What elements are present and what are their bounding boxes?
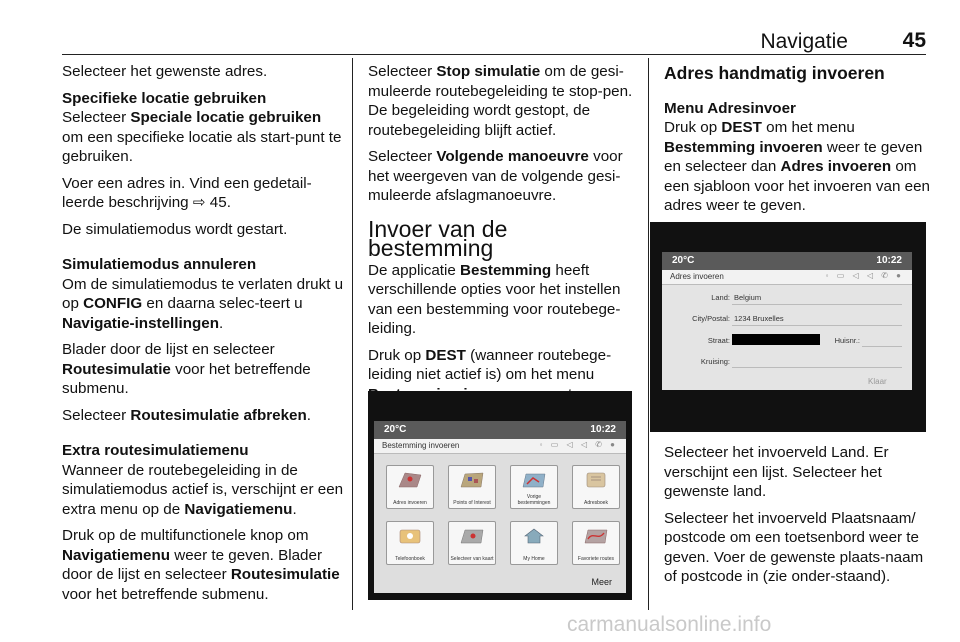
paragraph: Selecteer het invoerveld Land. Er verschijnt een lijst. Selecteer het gewenste land. [664,444,889,500]
tile-adres-invoeren[interactable]: Adres invoeren [386,465,434,509]
house-number-label: Huisnr.: [834,336,860,345]
select-map-icon [459,527,485,545]
sub-heading: Menu Adresinvoer [664,99,796,117]
favorite-routes-icon [583,527,609,545]
more-button[interactable]: Meer [591,577,612,587]
section-heading: Simulatiemodus annuleren [62,256,257,273]
display [374,421,626,593]
house-number-field[interactable] [862,346,902,347]
tile-vorige-bestemmingen[interactable]: Vorige bestemmingen [510,465,558,509]
tile-telefoonboek[interactable]: Telefoonboek [386,521,434,565]
column-right [664,62,934,223]
column-right-lower [664,443,934,594]
history-map-icon [521,471,547,489]
clock: 10:22 [590,424,616,435]
crossing-field[interactable] [732,367,902,368]
temperature: 20°C [384,424,407,435]
page-header [62,24,926,55]
temperature: 20°C [672,255,695,266]
paragraph: Selecteer Stop simulatie om de gesi-muleerde routebegeleiding te stop-pen. De begeleiding wordt gestopt, de routebegeleiding blijft actief. [368,63,633,139]
tile-adresboek[interactable]: Adresboek [572,465,620,509]
paragraph: Druk op DEST (wanneer routebege-leiding niet actief is) om het menu [368,346,612,383]
field-underline [732,304,902,305]
column-divider [352,58,353,610]
paragraph: Blader door de lijst en selecteer Routesimulatie voor het betreffende submenu. [62,341,311,397]
column-left [62,62,344,611]
home-icon [521,527,547,545]
address-book-icon [583,471,609,489]
done-button[interactable]: Klaar [868,377,887,386]
paragraph: De simulatiemodus wordt gestart. [62,220,288,238]
poi-map-icon [459,471,485,489]
field-underline [732,325,902,326]
column-middle [368,62,638,411]
city-label: City/Postal: [692,314,730,323]
menu-title: Adres invoeren [670,272,724,281]
display [662,252,912,390]
section-heading: Adres handmatig invoeren [664,63,885,83]
paragraph: De applicatie Bestemming heeft verschillende opties voor het instellen van een bestemming voor routebege-leiding. [368,261,621,337]
page-number: 45 [902,29,926,52]
tile-my-home[interactable]: My Home [510,521,558,565]
tile-points-of-interest[interactable]: Points of Interest [448,465,496,509]
status-icons: ◦ ▭ ◁ ◁ ✆ ● [825,271,904,280]
tile-selecteer-van-kaart[interactable]: Selecteer van kaart [448,521,496,565]
paragraph: Om de simulatiemodus te verlaten drukt u op CONFIG en daarna selec-teert u Navigatie-instellingen. [62,275,344,332]
paragraph: Selecteer Speciale locatie gebruiken om een specifieke locatie als start-punt te gebruiken. [62,109,342,165]
land-label: Land: [711,293,730,302]
screenshot-address-entry [650,222,926,432]
paragraph: Selecteer het invoerveld Plaatsnaam/ postcode om een toetsenbord weer te geven. Voer de gewenste plaats-naam of postcode in (zie onder-staand). [664,509,924,585]
section-heading: Extra routesimulatiemenu [62,442,249,459]
column-divider [648,58,649,610]
status-bar [374,421,626,439]
status-icons: ◦ ▭ ◁ ◁ ✆ ● [539,440,618,449]
paragraph: Wanneer de routebegeleiding in de simulatiemodus actief is, verschijnt er een extra menu op de Navigatiemenu. [62,461,344,518]
map-icon [397,471,423,489]
paragraph: Selecteer het gewenste adres. [62,63,268,80]
watermark: carmanualsonline.info [567,613,772,636]
paragraph: Selecteer Routesimulatie afbreken. [62,406,312,424]
crossing-label: Kruising: [700,357,730,366]
paragraph: Druk op de multifunctionele knop om Navigatiemenu weer te geven. Blader door de lijst en selecteer Routesimulatie voor het betreffende submenu. [62,527,340,603]
menu-title: Bestemming invoeren [382,441,460,450]
paragraph: Voer een adres in. Vind een gedetail-leerde beschrijving ⇨ 45. [62,174,312,211]
menu-title-bar [374,439,626,454]
street-label: Straat: [707,336,730,345]
tile-favoriete-routes[interactable]: Favoriete routes [572,521,620,565]
paragraph: Druk op DEST om het menu Bestemming invoeren weer te geven en selecteer dan Adres invoeren om een sjabloon voor het invoeren van een adres weer te geven. [664,119,930,214]
section-heading: Specifieke locatie gebruiken [62,89,267,107]
paragraph: Selecteer Volgende manoeuvre voor het weergeven van de volgende gesi-muleerde afslagmanoeuvre. [368,148,623,204]
menu-title-bar [662,270,912,285]
city-postal-field[interactable]: 1234 Bruxelles [734,314,784,323]
phonebook-icon [397,527,423,545]
status-bar [662,252,912,270]
section-heading: Invoer van de bestemming [368,215,508,261]
chapter-title: Navigatie [760,30,848,53]
land-field[interactable]: Belgium [734,293,762,302]
screenshot-destination-menu [368,391,632,600]
clock: 10:22 [876,255,902,266]
